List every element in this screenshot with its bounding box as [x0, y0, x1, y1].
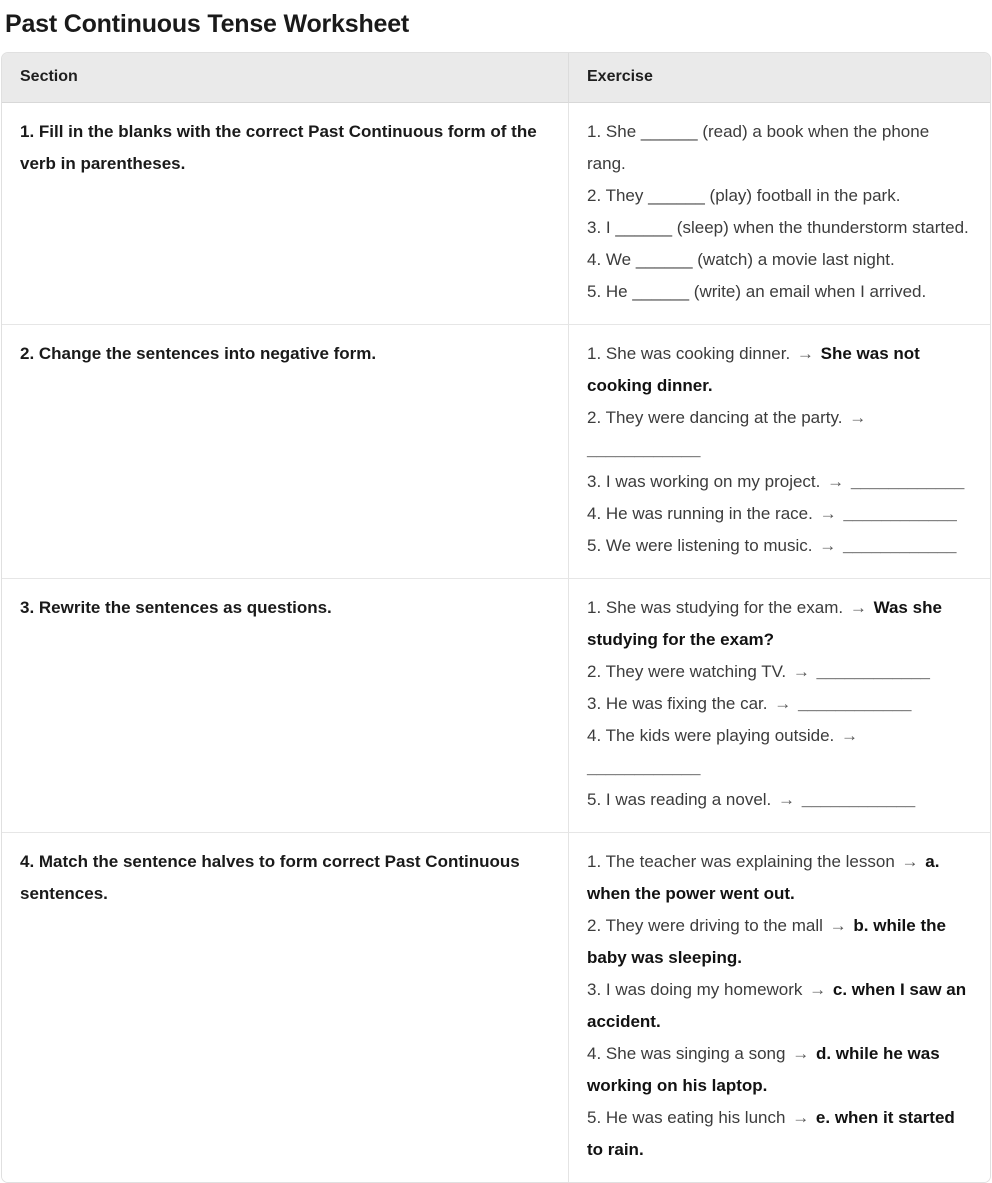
- exercise-item: [587, 244, 972, 276]
- exercise-answer: ____________: [816, 662, 931, 681]
- table-body: [2, 103, 990, 1182]
- arrow-icon: →: [841, 726, 859, 745]
- arrow-icon: →: [819, 536, 837, 555]
- section-cell: 3. Rewrite the sentences as questions.: [2, 578, 568, 832]
- exercise-item: [587, 212, 972, 244]
- exercise-prompt: 1. She was studying for the exam.: [587, 598, 844, 617]
- arrow-icon: →: [792, 1108, 810, 1127]
- exercise-item: [587, 688, 972, 720]
- exercise-text: 5. He ______ (write) an email when I arrived.: [587, 282, 927, 301]
- exercise-prompt: 4. She was singing a song: [587, 1044, 786, 1063]
- exercise-prompt: 3. He was fixing the car.: [587, 694, 768, 713]
- exercise-answer: e. when it started to rain.: [587, 1108, 955, 1159]
- exercise-prompt: 4. The kids were playing outside.: [587, 726, 835, 745]
- exercise-prompt: 3. I was working on my project.: [587, 472, 821, 491]
- arrow-icon: →: [792, 1044, 810, 1063]
- exercise-item: [587, 720, 972, 784]
- arrow-icon: →: [774, 694, 792, 713]
- exercise-cell: [568, 832, 990, 1182]
- exercise-prompt: 2. They were watching TV.: [587, 662, 787, 681]
- exercise-item: [587, 530, 972, 562]
- exercise-prompt: 5. I was reading a novel.: [587, 790, 772, 809]
- exercise-answer: d. while he was working on his laptop.: [587, 1044, 940, 1095]
- exercise-item: [587, 974, 972, 1038]
- arrow-icon: →: [796, 344, 814, 363]
- exercise-prompt: 1. The teacher was explaining the lesson: [587, 852, 895, 871]
- exercise-text: 1. She ______ (read) a book when the phone rang.: [587, 122, 930, 173]
- table-row: [2, 578, 990, 832]
- exercise-answer: ____________: [801, 790, 916, 809]
- exercise-item: [587, 846, 972, 910]
- exercise-item: [587, 1038, 972, 1102]
- exercise-prompt: 5. We were listening to music.: [587, 536, 813, 555]
- exercise-cell: [568, 324, 990, 578]
- exercise-prompt: 1. She was cooking dinner.: [587, 344, 791, 363]
- exercise-answer: ____________: [797, 694, 912, 713]
- arrow-icon: →: [778, 790, 796, 809]
- arrow-icon: →: [849, 408, 867, 427]
- exercise-item: [587, 784, 972, 816]
- arrow-icon: →: [827, 472, 845, 491]
- exercise-answer: ____________: [842, 536, 957, 555]
- exercise-item: [587, 910, 972, 974]
- exercise-prompt: 2. They were driving to the mall: [587, 916, 823, 935]
- exercise-item: [587, 402, 972, 466]
- exercise-answer: ____________: [587, 440, 701, 459]
- exercise-answer: c. when I saw an accident.: [587, 980, 967, 1031]
- exercise-item: [587, 1102, 972, 1166]
- exercise-answer: b. while the baby was sleeping.: [587, 916, 946, 967]
- header-row: [2, 53, 990, 103]
- exercise-cell: [568, 103, 990, 324]
- exercise-item: [587, 338, 972, 402]
- table-row: [2, 324, 990, 578]
- exercise-answer: a. when the power went out.: [587, 852, 940, 903]
- exercise-item: [587, 656, 972, 688]
- arrow-icon: →: [792, 662, 810, 681]
- exercise-item: [587, 498, 972, 530]
- worksheet-page: [0, 9, 992, 1183]
- arrow-icon: →: [809, 980, 827, 999]
- table-header: [2, 53, 990, 103]
- column-header-section: Section: [2, 53, 568, 103]
- exercise-item: [587, 180, 972, 212]
- worksheet-table: [1, 52, 991, 1183]
- arrow-icon: →: [829, 916, 847, 935]
- exercise-item: [587, 276, 972, 308]
- worksheet-table-wrapper: [1, 52, 991, 1183]
- arrow-icon: →: [901, 852, 919, 871]
- section-cell: 1. Fill in the blanks with the correct Past Continuous form of the verb in parentheses.: [2, 103, 568, 324]
- exercise-prompt: 3. I was doing my homework: [587, 980, 803, 999]
- exercise-answer: ____________: [843, 504, 957, 523]
- exercise-item: [587, 116, 972, 180]
- exercise-prompt: 4. He was running in the race.: [587, 504, 813, 523]
- section-cell: 2. Change the sentences into negative form.: [2, 324, 568, 578]
- exercise-answer: ____________: [850, 472, 965, 491]
- page-title: Past Continuous Tense Worksheet: [5, 10, 410, 38]
- exercise-prompt: 5. He was eating his lunch: [587, 1108, 786, 1127]
- exercise-text: 4. We ______ (watch) a movie last night.: [587, 250, 895, 269]
- exercise-answer: She was not cooking dinner.: [587, 344, 920, 395]
- section-cell: 4. Match the sentence halves to form correct Past Continuous sentences.: [2, 832, 568, 1182]
- arrow-icon: →: [819, 504, 837, 523]
- exercise-prompt: 2. They were dancing at the party.: [587, 408, 843, 427]
- exercise-item: [587, 592, 972, 656]
- exercise-answer: Was she studying for the exam?: [587, 598, 942, 649]
- exercise-text: 3. I ______ (sleep) when the thunderstorm started.: [587, 218, 969, 237]
- exercise-text: 2. They ______ (play) football in the park.: [587, 186, 901, 205]
- column-header-exercise: Exercise: [568, 53, 990, 103]
- table-row: [2, 832, 990, 1182]
- table-row: [2, 103, 990, 324]
- arrow-icon: →: [849, 598, 867, 617]
- exercise-cell: [568, 578, 990, 832]
- exercise-answer: ____________: [587, 758, 701, 777]
- exercise-item: [587, 466, 972, 498]
